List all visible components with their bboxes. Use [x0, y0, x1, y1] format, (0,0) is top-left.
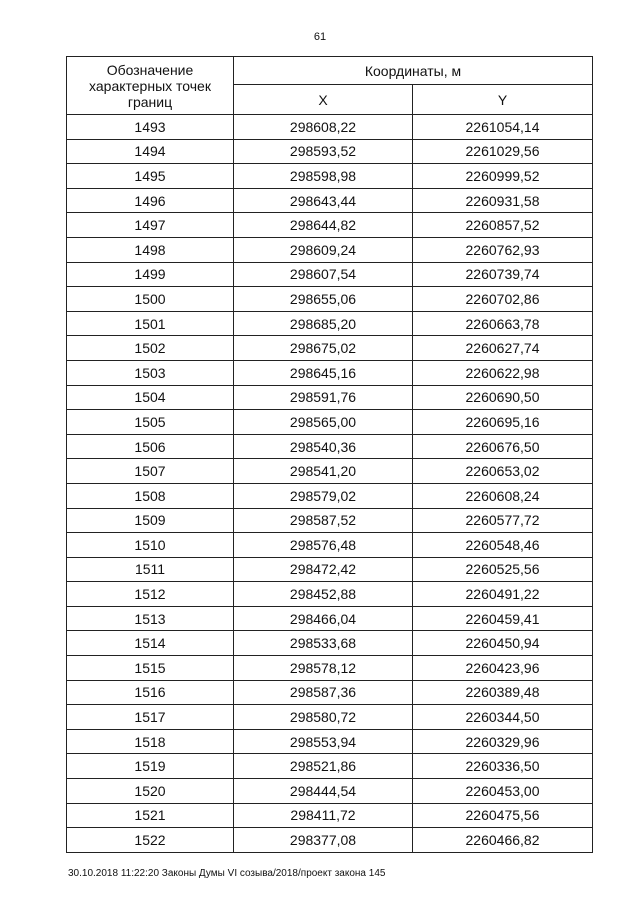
x-coordinate-cell: 298565,00 — [234, 410, 413, 435]
table-row — [67, 410, 593, 435]
point-id-cell: 1493 — [67, 115, 234, 140]
y-coordinate-cell: 2260663,78 — [413, 311, 593, 336]
point-id-cell: 1518 — [67, 729, 234, 754]
y-coordinate-cell: 2260857,52 — [413, 213, 593, 238]
point-id-cell: 1519 — [67, 754, 234, 779]
table-row — [67, 336, 593, 361]
x-coordinate-cell: 298377,08 — [234, 828, 413, 853]
point-id-cell: 1516 — [67, 680, 234, 705]
y-coordinate-cell: 2260466,82 — [413, 828, 593, 853]
table-row — [67, 705, 593, 730]
table-row — [67, 434, 593, 459]
table-row — [67, 139, 593, 164]
table-row — [67, 459, 593, 484]
y-coordinate-cell: 2260931,58 — [413, 188, 593, 213]
table-row — [67, 385, 593, 410]
table-row — [67, 262, 593, 287]
point-id-cell: 1515 — [67, 656, 234, 681]
y-coordinate-cell: 2260475,56 — [413, 803, 593, 828]
x-coordinate-cell: 298587,36 — [234, 680, 413, 705]
point-id-cell: 1500 — [67, 287, 234, 312]
point-id-cell: 1506 — [67, 434, 234, 459]
point-id-cell: 1513 — [67, 606, 234, 631]
y-coordinate-cell: 2260491,22 — [413, 582, 593, 607]
table-row — [67, 656, 593, 681]
table-row — [67, 828, 593, 853]
table-row — [67, 582, 593, 607]
header-x: X — [234, 85, 413, 115]
table-row — [67, 115, 593, 140]
table-row — [67, 631, 593, 656]
x-coordinate-cell: 298609,24 — [234, 237, 413, 262]
point-id-cell: 1499 — [67, 262, 234, 287]
table-row — [67, 729, 593, 754]
point-id-cell: 1504 — [67, 385, 234, 410]
table-row — [67, 188, 593, 213]
table-row — [67, 754, 593, 779]
footer-note: 30.10.2018 11:22:20 Законы Думы VI созыва/2018/проект закона 145 — [68, 868, 386, 879]
y-coordinate-cell: 2260999,52 — [413, 164, 593, 189]
point-id-cell: 1496 — [67, 188, 234, 213]
x-coordinate-cell: 298655,06 — [234, 287, 413, 312]
x-coordinate-cell: 298685,20 — [234, 311, 413, 336]
point-id-cell: 1509 — [67, 508, 234, 533]
x-coordinate-cell: 298643,44 — [234, 188, 413, 213]
y-coordinate-cell: 2260627,74 — [413, 336, 593, 361]
x-coordinate-cell: 298521,86 — [234, 754, 413, 779]
x-coordinate-cell: 298591,76 — [234, 385, 413, 410]
point-id-cell: 1497 — [67, 213, 234, 238]
x-coordinate-cell: 298444,54 — [234, 779, 413, 804]
table-row — [67, 803, 593, 828]
point-id-cell: 1520 — [67, 779, 234, 804]
x-coordinate-cell: 298675,02 — [234, 336, 413, 361]
x-coordinate-cell: 298608,22 — [234, 115, 413, 140]
point-id-cell: 1505 — [67, 410, 234, 435]
table-row — [67, 779, 593, 804]
point-id-cell: 1502 — [67, 336, 234, 361]
page-number: 61 — [313, 31, 327, 43]
y-coordinate-cell: 2261029,56 — [413, 139, 593, 164]
y-coordinate-cell: 2260577,72 — [413, 508, 593, 533]
header-y: Y — [413, 85, 593, 115]
point-id-cell: 1514 — [67, 631, 234, 656]
y-coordinate-cell: 2260690,50 — [413, 385, 593, 410]
x-coordinate-cell: 298533,68 — [234, 631, 413, 656]
y-coordinate-cell: 2260450,94 — [413, 631, 593, 656]
table-row — [67, 287, 593, 312]
y-coordinate-cell: 2260459,41 — [413, 606, 593, 631]
table-row — [67, 680, 593, 705]
y-coordinate-cell: 2260676,50 — [413, 434, 593, 459]
x-coordinate-cell: 298593,52 — [234, 139, 413, 164]
y-coordinate-cell: 2260548,46 — [413, 533, 593, 558]
y-coordinate-cell: 2260762,93 — [413, 237, 593, 262]
header-point-designation: Обозначение характерных точек границ — [67, 57, 234, 115]
x-coordinate-cell: 298598,98 — [234, 164, 413, 189]
y-coordinate-cell: 2260329,96 — [413, 729, 593, 754]
x-coordinate-cell: 298579,02 — [234, 483, 413, 508]
y-coordinate-cell: 2261054,14 — [413, 115, 593, 140]
x-coordinate-cell: 298578,12 — [234, 656, 413, 681]
y-coordinate-cell: 2260423,96 — [413, 656, 593, 681]
point-id-cell: 1517 — [67, 705, 234, 730]
y-coordinate-cell: 2260702,86 — [413, 287, 593, 312]
y-coordinate-cell: 2260739,74 — [413, 262, 593, 287]
y-coordinate-cell: 2260525,56 — [413, 557, 593, 582]
x-coordinate-cell: 298576,48 — [234, 533, 413, 558]
point-id-cell: 1508 — [67, 483, 234, 508]
point-id-cell: 1498 — [67, 237, 234, 262]
point-id-cell: 1521 — [67, 803, 234, 828]
table-row — [67, 213, 593, 238]
x-coordinate-cell: 298466,04 — [234, 606, 413, 631]
coordinates-table — [66, 56, 593, 853]
table-row — [67, 508, 593, 533]
point-id-cell: 1510 — [67, 533, 234, 558]
y-coordinate-cell: 2260608,24 — [413, 483, 593, 508]
y-coordinate-cell: 2260653,02 — [413, 459, 593, 484]
x-coordinate-cell: 298553,94 — [234, 729, 413, 754]
x-coordinate-cell: 298540,36 — [234, 434, 413, 459]
header-coordinates: Координаты, м — [234, 57, 593, 85]
point-id-cell: 1494 — [67, 139, 234, 164]
point-id-cell: 1511 — [67, 557, 234, 582]
point-id-cell: 1512 — [67, 582, 234, 607]
x-coordinate-cell: 298587,52 — [234, 508, 413, 533]
point-id-cell: 1507 — [67, 459, 234, 484]
y-coordinate-cell: 2260389,48 — [413, 680, 593, 705]
table-row — [67, 606, 593, 631]
x-coordinate-cell: 298472,42 — [234, 557, 413, 582]
x-coordinate-cell: 298580,72 — [234, 705, 413, 730]
y-coordinate-cell: 2260622,98 — [413, 360, 593, 385]
point-id-cell: 1495 — [67, 164, 234, 189]
table-row — [67, 311, 593, 336]
y-coordinate-cell: 2260344,50 — [413, 705, 593, 730]
point-id-cell: 1501 — [67, 311, 234, 336]
y-coordinate-cell: 2260453,00 — [413, 779, 593, 804]
y-coordinate-cell: 2260695,16 — [413, 410, 593, 435]
table-row — [67, 164, 593, 189]
x-coordinate-cell: 298607,54 — [234, 262, 413, 287]
x-coordinate-cell: 298645,16 — [234, 360, 413, 385]
table-row — [67, 533, 593, 558]
table-row — [67, 237, 593, 262]
table-row — [67, 360, 593, 385]
point-id-cell: 1522 — [67, 828, 234, 853]
x-coordinate-cell: 298411,72 — [234, 803, 413, 828]
table-row — [67, 557, 593, 582]
x-coordinate-cell: 298644,82 — [234, 213, 413, 238]
y-coordinate-cell: 2260336,50 — [413, 754, 593, 779]
table-row — [67, 483, 593, 508]
point-id-cell: 1503 — [67, 360, 234, 385]
x-coordinate-cell: 298452,88 — [234, 582, 413, 607]
x-coordinate-cell: 298541,20 — [234, 459, 413, 484]
